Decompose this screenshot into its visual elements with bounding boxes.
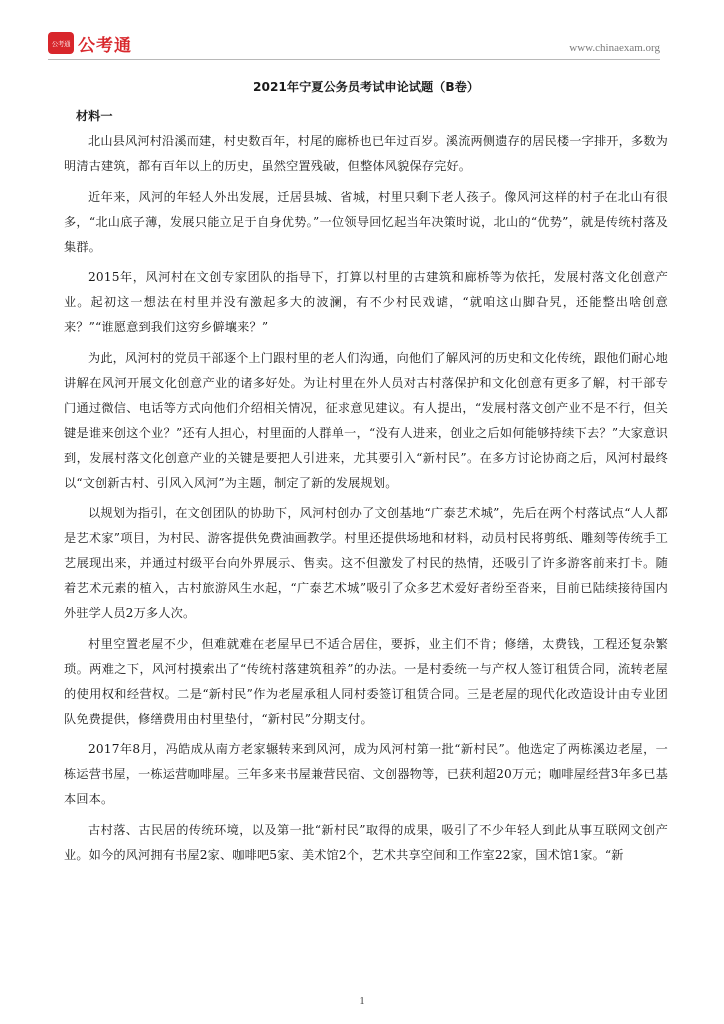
page-number: 1 (359, 996, 365, 1007)
paragraph-5: 以规划为指引，在文创团队的协助下，风河村创办了文创基地“广泰艺术城”，先后在两个村落试点“人人都是艺术家”项目，为村民、游客提供免费油画教学。村里还提供场地和材料，动员村民将剪纸、雕刻等传统手工艺展现出来，并通过村级平台向外界展示、售卖。这不但激发了村民的热情，还吸引了许多游客前来打卡。随着艺术元素的植入，古村旅游风生水起，“广泰艺术城”吸引了众多艺术爱好者纷至沓来，目前已陆续接待国内外驻学人员2万多人次。 (64, 506, 668, 620)
logo-text: 公考通 (78, 35, 132, 56)
document-title: 2021年宁夏公务员考试申论试题（B卷） (252, 80, 480, 94)
paragraph-2: 近年来，风河的年轻人外出发展，迁居县城、省城，村里只剩下老人孩子。像风河这样的村子在北山有很多，“北山底子薄，发展只能立足于自身优势。”一位领导回忆起当年决策时说，北山的“优势”，就是传统村落及集群。 (64, 189, 668, 254)
paragraph-6: 村里空置老屋不少，但难就难在老屋早已不适合居住，要拆，业主们不肯；修缮，太费钱，工程还复杂繁琐。两难之下，风河村摸索出了“传统村落建筑租养”的办法。一是村委统一与产权人签订租赁合同，流转老屋的使用权和经营权。二是“新村民”作为老屋承租人同村委签订租赁合同。三是老屋的现代化改造设计由专业团队免费提供，修缮费用由村里垫付，“新村民”分期支付。 (64, 636, 668, 726)
page-header (0, 0, 724, 62)
site-url-link[interactable]: www.chinaexam.org (569, 42, 660, 54)
site-logo[interactable] (48, 30, 132, 56)
section-heading: 材料一 (76, 109, 113, 123)
document-body (64, 75, 668, 873)
header-divider (48, 59, 660, 60)
paragraph-4: 为此，风河村的党员干部逐个上门跟村里的老人们沟通，向他们了解风河的历史和文化传统，跟他们耐心地讲解在风河开展文化创意产业的诸多好处。为让村里在外人员对古村落保护和文化创意有更多了解，村干部专门通过微信、电话等方式向他们介绍相关情况，征求意见建议。有人提出，“发展村落文创产业不是不行，但关键是谁来创这个业？”还有人担心，村里面的人群单一，“没有人进来，创业之后如何能够持续下去？”大家意识到，发展村落文化创意产业的关键是要把人引进来，尤其要引入“新村民”。在多方讨论协商之后，风河村最终以“文创新古村、引风入风河”为主题，制定了新的发展规划。 (64, 350, 668, 490)
paragraph-7: 2017年8月，冯皓成从南方老家辗转来到风河，成为风河村第一批“新村民”。他选定了两栋溪边老屋，一栋运营书屋，一栋运营咖啡屋。三年多来书屋兼营民宿、文创器物等，已获利超20万元；咖啡屋经营3年多已基本回本。 (64, 742, 668, 806)
paragraph-3: 2015年，风河村在文创专家团队的指导下，打算以村里的古建筑和廊桥等为依托，发展村落文化创意产业。起初这一想法在村里并没有激起多大的波澜，有不少村民戏谑，“就咱这山脚旮旯，还能整出啥创意来？”“谁愿意到我们这穷乡僻壤来？” (64, 270, 668, 334)
paragraph-8: 古村落、古民居的传统环境，以及第一批“新村民”取得的成果，吸引了不少年轻人到此从事互联网文创产业。如今的风河拥有书屋2家、咖啡吧5家、美术馆2个，艺术共享空间和工作室22家，国术馆1家。“新 (64, 822, 668, 862)
paragraph-1: 北山县风河村沿溪而建，村史数百年，村尾的廊桥也已年过百岁。溪流两侧遗存的居民楼一字排开，多数为明清古建筑，都有百年以上的历史，虽然空置残破，但整体风貌保存完好。 (64, 134, 668, 173)
logo-badge-icon: 公考通 (48, 32, 74, 54)
